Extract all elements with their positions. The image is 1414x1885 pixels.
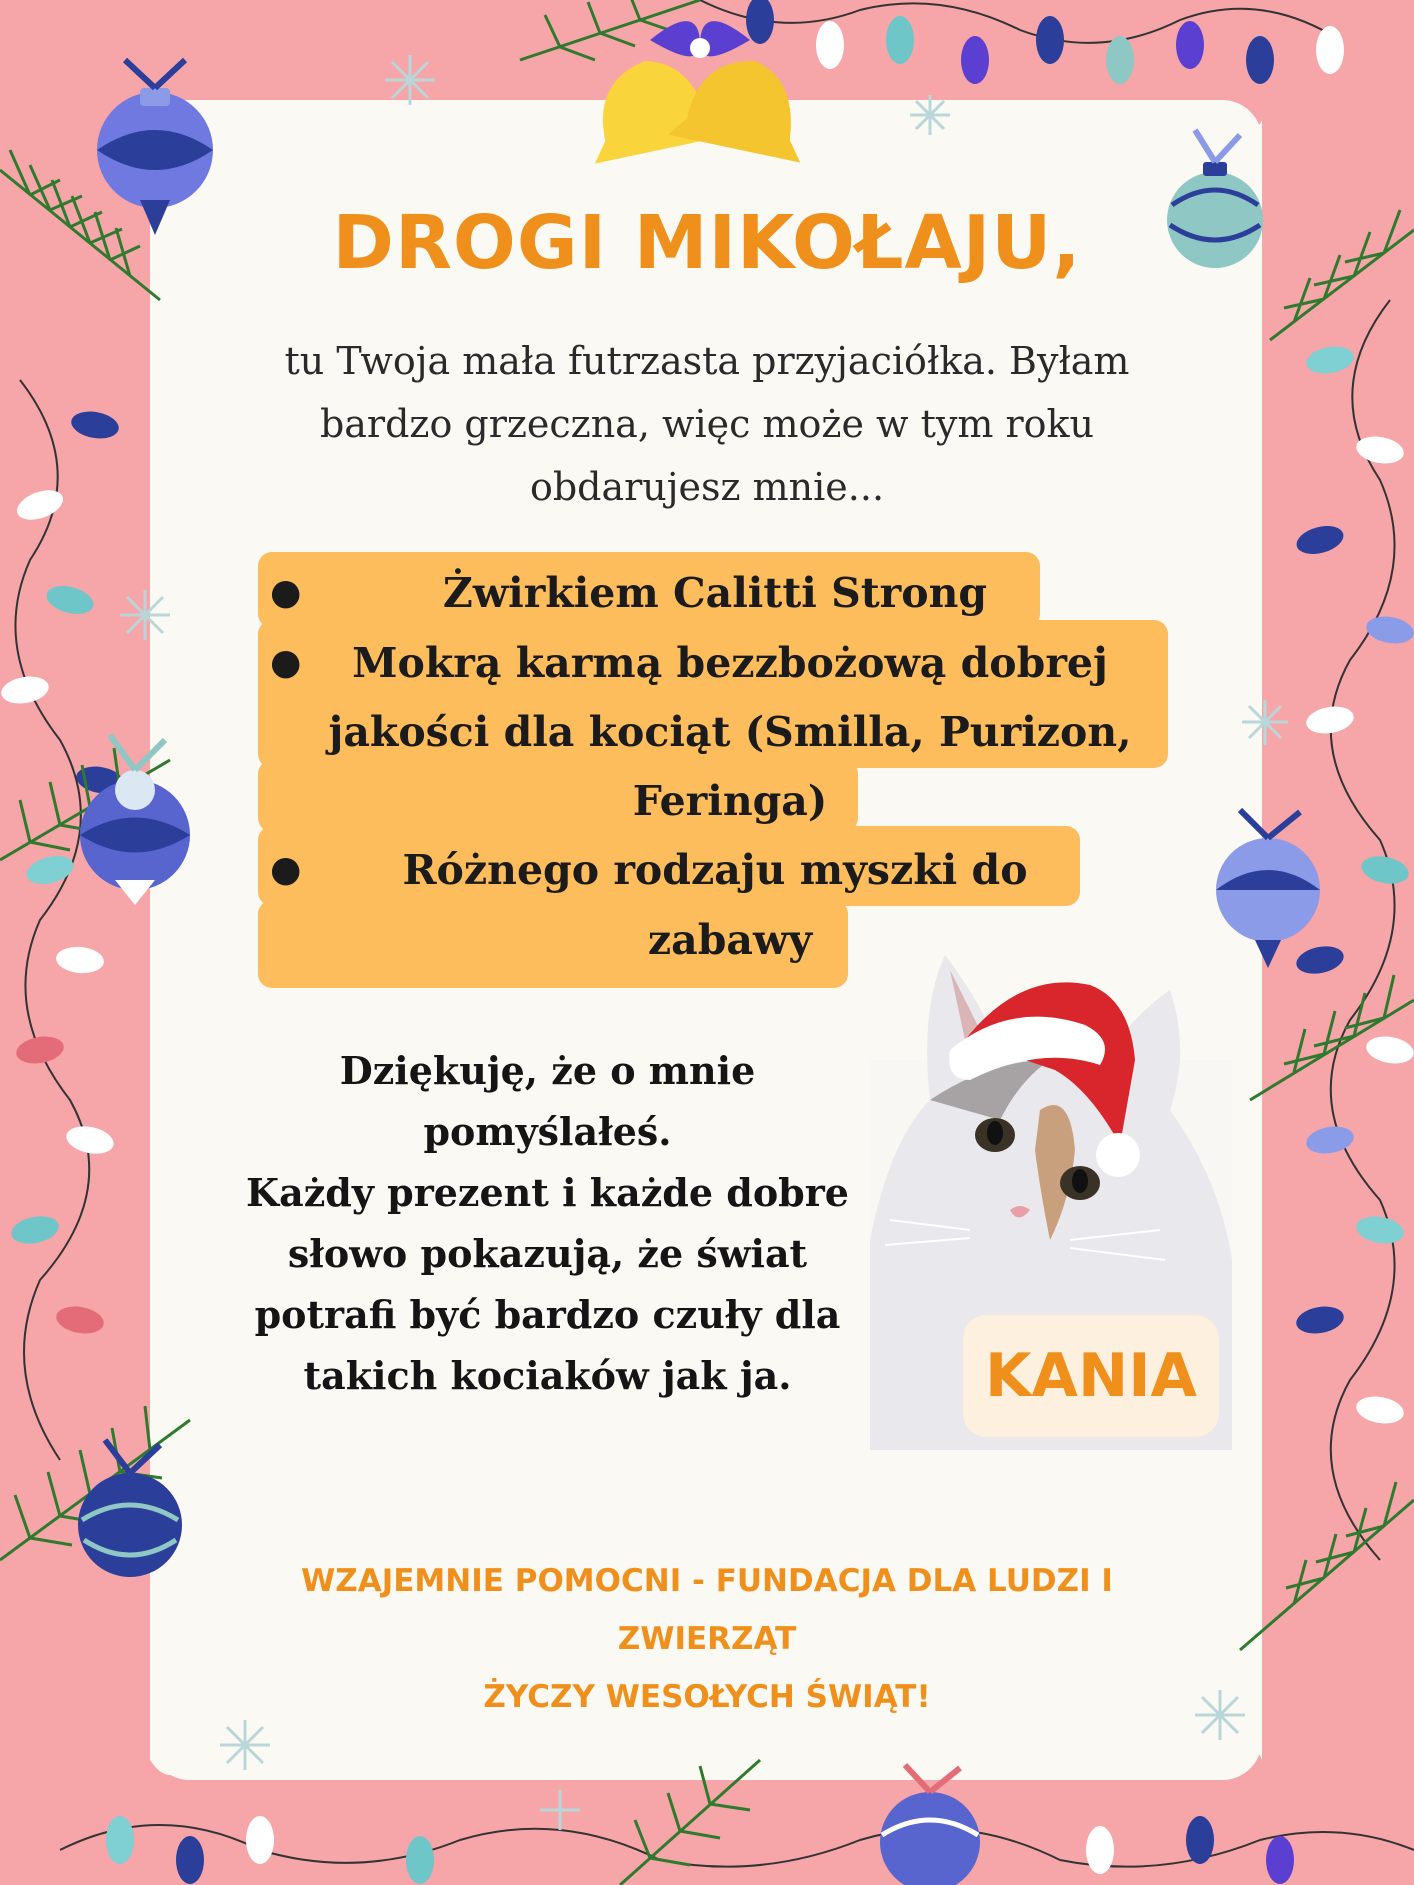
thanks-line: słowo pokazują, że świat <box>287 1231 808 1276</box>
bullet-icon: ● <box>270 572 302 613</box>
intro-line: obdarujesz mnie... <box>529 465 885 509</box>
thanks-line: takich kociaków jak ja. <box>303 1353 792 1398</box>
thanks-line: Każdy prezent i każde dobre <box>246 1170 849 1215</box>
letter-heading: DROGI MIKOŁAJU, <box>332 200 1082 286</box>
cat-name-badge: KANIA <box>963 1315 1219 1437</box>
intro-line: bardzo grzeczna, więc może w tym roku <box>319 402 1095 446</box>
footer-line: ŻYCZY WESOŁYCH ŚWIĄT! <box>483 1679 931 1715</box>
wish-item-continued: jakości dla kociąt (Smilla, Purizon, <box>328 708 1132 756</box>
intro-line: tu Twoja mała futrzasta przyjaciółka. Byłam <box>284 339 1130 383</box>
wish-item: Różnego rodzaju myszki do <box>402 846 1028 894</box>
wish-item: Żwirkiem Calitti Strong <box>442 569 988 617</box>
thanks-line: pomyślałeś. <box>423 1109 672 1154</box>
foundation-greeting <box>220 1552 1194 1726</box>
wish-item-continued: Feringa) <box>632 777 828 825</box>
thank-you-text <box>240 1040 855 1406</box>
bullet-icon: ● <box>270 642 302 683</box>
intro-text <box>220 330 1194 519</box>
wish-item-continued: zabawy <box>647 916 813 964</box>
wish-item: Mokrą karmą bezzbożową dobrej <box>352 639 1108 687</box>
thanks-line: potrafi być bardzo czuły dla <box>254 1292 841 1337</box>
footer-line: WZAJEMNIE POMOCNI - FUNDACJA DLA LUDZI I ZWIERZĄT <box>301 1563 1113 1657</box>
thanks-line: Dziękuję, że o mnie <box>339 1048 756 1093</box>
bullet-icon: ● <box>270 849 302 890</box>
